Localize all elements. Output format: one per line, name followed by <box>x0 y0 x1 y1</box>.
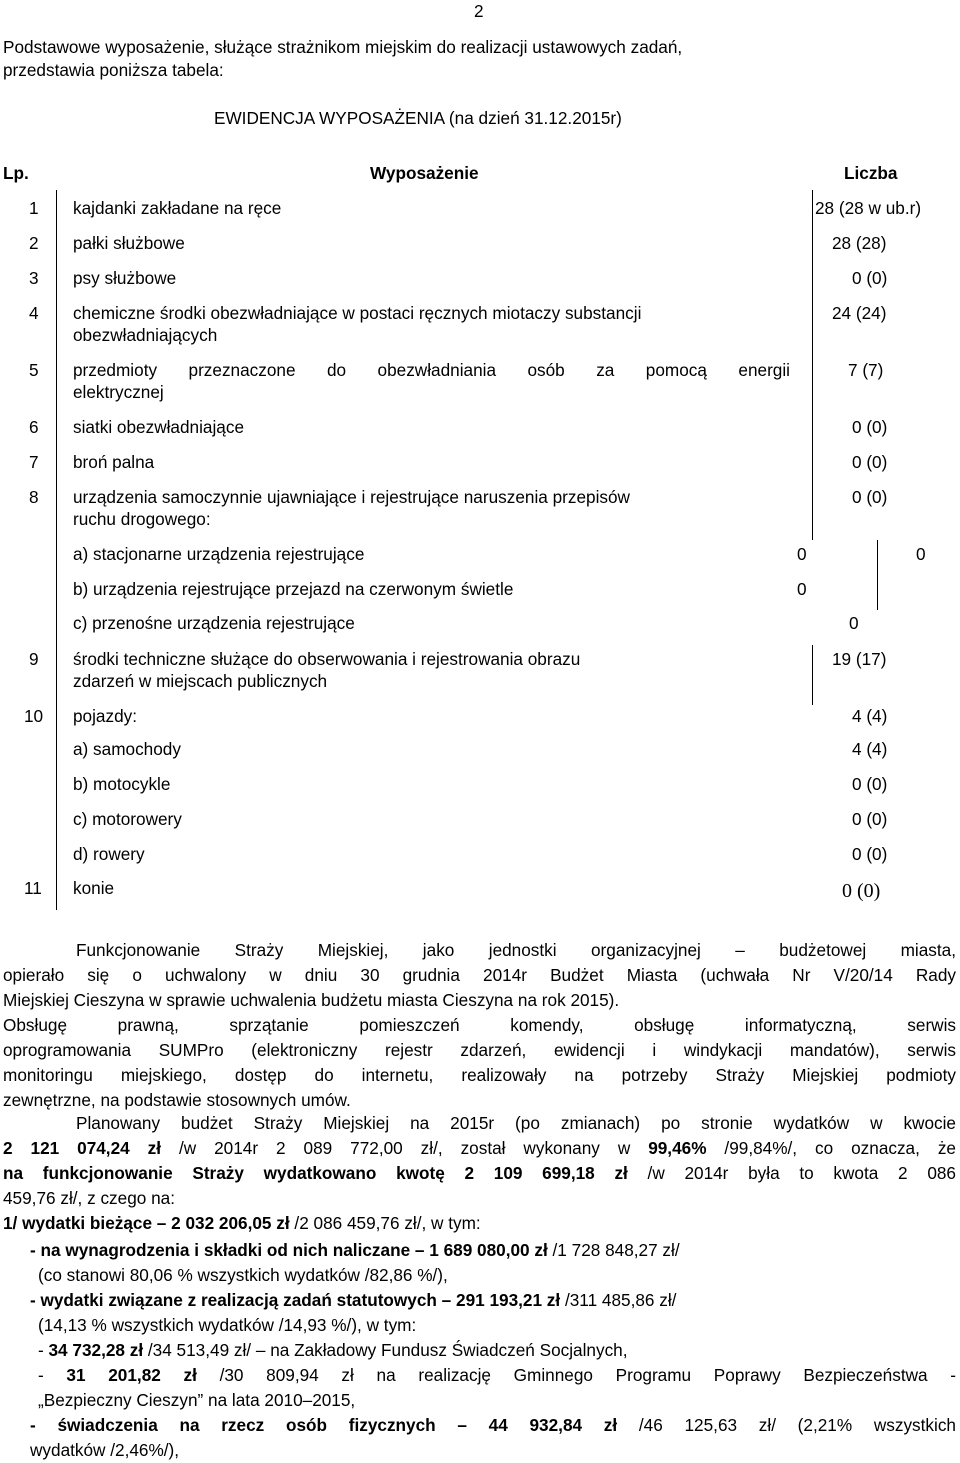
text-span: /30 809,94 zł na realizację Gminnego Programu Poprawy Bezpieczeństwa - <box>196 1365 956 1385</box>
header-count: Liczba <box>844 163 898 183</box>
paragraph-line: Obsługę prawną, sprzątanie pomieszczeń komendy, obsługę informatyczną, serwis <box>3 1015 956 1035</box>
amount: 2 121 074,24 zł <box>3 1138 162 1158</box>
row-item-line-2: obezwładniających <box>73 325 218 345</box>
text-span: na funkcjonowanie Straży wydatkowano kwotę 2 109 699,18 zł <box>3 1163 628 1183</box>
text-span: /2 086 459,76 zł/, w tym: <box>289 1213 481 1233</box>
row-count: 0 (0) <box>852 452 888 472</box>
sub-item-label: a) samochody <box>73 739 181 759</box>
paragraph-line <box>3 1187 175 1209</box>
row-item: psy służbowe <box>73 268 177 288</box>
row-item: broń palna <box>73 452 155 472</box>
text-span: - <box>38 1365 67 1385</box>
row-item-line-1: przedmioty przeznaczone do obezwładniania osób za pomocą energii <box>73 360 790 380</box>
row-count: 4 (4) <box>852 706 888 726</box>
text-span: , z czego na: <box>77 1188 175 1208</box>
sub-item-value: 0 <box>797 579 807 599</box>
row-lp: 11 <box>24 878 42 898</box>
list-line <box>30 1289 676 1311</box>
paragraph-line: Planowany budżet Straży Miejskiej na 2015r (po zmianach) po stronie wydatków w kwocie <box>76 1113 956 1133</box>
row-lp: 10 <box>24 706 44 726</box>
list-line: „Bezpieczny Cieszyn” na lata 2010–2015, <box>38 1390 356 1410</box>
paragraph-line: oprogramowania SUMPro (elektroniczny rejestr zdarzeń, ewidencji i windykacji mandatów), serwis <box>3 1040 956 1060</box>
row-lp: 1 <box>29 198 39 218</box>
text-span: 1/ wydatki bieżące – 2 032 206,05 zł <box>3 1213 290 1233</box>
row-lp: 8 <box>29 487 39 507</box>
sub-item-value: 4 (4) <box>852 739 888 759</box>
header-item: Wyposażenie <box>370 163 479 183</box>
list-line <box>38 1364 956 1386</box>
table-divider <box>56 190 57 910</box>
table-divider <box>812 645 813 705</box>
list-line <box>30 1239 680 1261</box>
list-line <box>30 1414 956 1436</box>
text-span: - wydatki związane z realizacją zadań statutowych – 291 193,21 zł <box>30 1290 561 1310</box>
table-title: EWIDENCJA WYPOSAŻENIA (na dzień 31.12.2015r) <box>214 108 622 128</box>
text-span: 459,76 zł/ <box>3 1188 78 1208</box>
row-count: 19 (17) <box>832 649 887 669</box>
table-divider <box>812 190 813 540</box>
percent: 99,46% <box>648 1138 707 1158</box>
text-span: /311 485,86 zł/ <box>560 1290 677 1310</box>
sub-item-label: c) motorowery <box>73 809 182 829</box>
sub-item-value: 0 <box>797 544 807 564</box>
paragraph-line: monitoringu miejskiego, dostęp do internetu, realizowały na potrzeby Straży Miejskiej podmioty <box>3 1065 956 1085</box>
row-count: 0 (0) <box>852 487 888 507</box>
row-item-line-1: środki techniczne służące do obserwowania i rejestrowania obrazu <box>73 649 581 669</box>
list-line: (co stanowi 80,06 % wszystkich wydatków /82,86 %/), <box>38 1265 448 1285</box>
paragraph-line: Funkcjonowanie Straży Miejskiej, jako jednostki organizacyjnej – budżetowej miasta, <box>76 940 956 960</box>
list-line: (14,13 % wszystkich wydatków /14,93 %/), w tym: <box>38 1315 417 1335</box>
row-count: 24 (24) <box>832 303 887 323</box>
text-span: - świadczenia na rzecz osób fizycznych – 44 932,84 zł <box>30 1415 618 1435</box>
row-lp: 2 <box>29 233 39 253</box>
paragraph-line <box>3 1137 956 1159</box>
row-item: konie <box>73 878 115 898</box>
text-span: 31 201,82 zł <box>66 1365 197 1385</box>
paragraph-line: Miejskiej Cieszyna w sprawie uchwalenia budżetu miasta Cieszyna na rok 2015). <box>3 990 620 1010</box>
row-item-line-2: zdarzeń w miejscach publicznych <box>73 671 328 691</box>
row-lp: 7 <box>29 452 39 472</box>
row-item-line-1: chemiczne środki obezwładniające w postaci ręcznych miotaczy substancji <box>73 303 642 323</box>
text-span: /1 728 848,27 zł/ <box>547 1240 680 1260</box>
paragraph-line: zewnętrzne, na podstawie stosownych umów. <box>3 1090 351 1110</box>
text-span: /w 2014r 2 089 772,00 zł/, został wykonany w <box>161 1138 649 1158</box>
row-item-line-2: ruchu drogowego: <box>73 509 211 529</box>
text-span: /99,84%/, co oznacza, że <box>706 1138 956 1158</box>
row-lp: 4 <box>29 303 39 323</box>
row-item-line-1: urządzenia samoczynnie ujawniające i rejestrujące naruszenia przepisów <box>73 487 630 507</box>
row-count: 28 (28 w ub.r) <box>815 198 922 218</box>
row-count: 7 (7) <box>848 360 884 380</box>
paragraph-line <box>3 1162 956 1184</box>
sub-item-value: 0 <box>916 544 926 564</box>
text-span: /w 2014r była to kwota 2 086 <box>627 1163 956 1183</box>
row-count: 0 (0) <box>852 417 888 437</box>
list-line <box>38 1339 628 1361</box>
row-item: kajdanki zakładane na ręce <box>73 198 282 218</box>
sub-item-label: b) urządzenia rejestrujące przejazd na czerwonym świetle <box>73 579 514 599</box>
table-divider <box>877 540 878 610</box>
intro-line-1: Podstawowe wyposażenie, służące strażnikom miejskim do realizacji ustawowych zadań, <box>3 37 683 57</box>
text-span: - <box>38 1340 49 1360</box>
row-count: 28 (28) <box>832 233 887 253</box>
header-lp: Lp. <box>3 163 29 183</box>
sub-item-label: c) przenośne urządzenia rejestrujące <box>73 613 355 633</box>
row-item-line-2: elektrycznej <box>73 382 164 402</box>
row-item: siatki obezwładniające <box>73 417 245 437</box>
row-item: pojazdy: <box>73 706 138 726</box>
row-count: 0 (0) <box>842 880 881 902</box>
intro-line-2: przedstawia poniższa tabela: <box>3 60 224 80</box>
text-span: /34 513,49 zł/ – na Zakładowy Fundusz Świadczeń Socjalnych, <box>143 1340 628 1360</box>
row-lp: 6 <box>29 417 39 437</box>
list-line <box>3 1212 481 1234</box>
row-item: pałki służbowe <box>73 233 185 253</box>
sub-item-label: b) motocykle <box>73 774 171 794</box>
row-count: 0 (0) <box>852 268 888 288</box>
text-span: 34 732,28 zł <box>48 1340 144 1360</box>
row-lp: 9 <box>29 649 39 669</box>
row-lp: 5 <box>29 360 39 380</box>
sub-item-label: a) stacjonarne urządzenia rejestrujące <box>73 544 365 564</box>
sub-item-value: 0 (0) <box>852 809 888 829</box>
page-number: 2 <box>474 1 484 21</box>
row-lp: 3 <box>29 268 39 288</box>
list-line: wydatków /2,46%/), <box>30 1440 180 1460</box>
sub-item-value: 0 (0) <box>852 844 888 864</box>
text-span: - na wynagrodzenia i składki od nich naliczane – 1 689 080,00 zł <box>30 1240 548 1260</box>
sub-item-label: d) rowery <box>73 844 145 864</box>
sub-item-value: 0 <box>849 613 859 633</box>
paragraph-line: opierało się o uchwalony w dniu 30 grudnia 2014r Budżet Miasta (uchwała Nr V/20/14 Rady <box>3 965 956 985</box>
sub-item-value: 0 (0) <box>852 774 888 794</box>
text-span: /46 125,63 zł/ (2,21% wszystkich <box>617 1415 956 1435</box>
